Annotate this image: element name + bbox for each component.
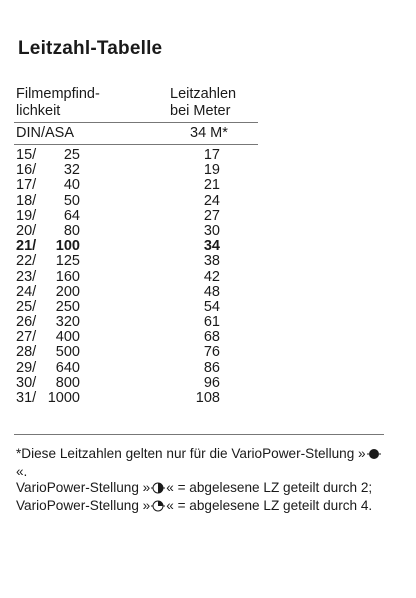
footnotes	[16, 446, 388, 516]
din-value: 20/	[16, 222, 37, 239]
quarter-power-icon	[151, 500, 165, 516]
din-value: 26/	[16, 314, 37, 331]
din-value: 23/	[16, 268, 37, 285]
table-row	[16, 300, 266, 315]
note-full-power	[16, 446, 388, 480]
table-row	[16, 345, 266, 360]
table-row	[16, 315, 266, 330]
guide-number-value: 76	[203, 344, 220, 361]
header-guide-numbers-line1: Leitzahlen	[170, 86, 237, 102]
guide-number-value: 27	[203, 207, 220, 224]
din-value: 28/	[16, 344, 37, 361]
asa-value: 250	[55, 298, 80, 315]
asa-value: 160	[55, 268, 80, 285]
guide-number-value: 68	[203, 329, 220, 346]
half-power-icon	[151, 482, 165, 498]
table-row	[16, 148, 266, 163]
table-row	[16, 285, 266, 300]
din-value: 31/	[16, 390, 37, 406]
asa-value: 40	[63, 177, 80, 194]
table-row	[16, 224, 266, 239]
table-row	[16, 361, 266, 376]
guide-number-value: 108	[195, 390, 220, 406]
table-row	[16, 209, 266, 224]
guide-number-value: 17	[203, 147, 220, 163]
note-full-power-text-post: «.	[16, 464, 28, 479]
header-divider	[14, 122, 258, 123]
guide-number-value: 42	[203, 268, 220, 285]
table-row	[16, 178, 266, 193]
asa-value: 200	[55, 283, 80, 300]
din-value: 18/	[16, 192, 37, 209]
subheader-divider	[14, 144, 258, 145]
header-film-speed-line2: lichkeit	[16, 103, 61, 119]
guide-number-value: 61	[203, 314, 220, 331]
asa-value: 320	[55, 314, 80, 331]
note-half-power-text-pre: VarioPower-Stellung »	[16, 480, 151, 495]
din-value: 17/	[16, 177, 37, 194]
din-value: 22/	[16, 253, 37, 270]
asa-value: 64	[63, 207, 80, 224]
asa-value: 500	[55, 344, 80, 361]
din-value: 27/	[16, 329, 37, 346]
asa-value: 1000	[47, 390, 80, 406]
guide-number-value: 96	[203, 374, 220, 391]
note-half-power	[16, 480, 388, 498]
asa-value: 400	[55, 329, 80, 346]
table-row	[16, 376, 266, 391]
asa-value: 640	[55, 359, 80, 376]
header-guide-numbers	[170, 86, 280, 120]
asa-value: 100	[55, 238, 80, 255]
din-value: 24/	[16, 283, 37, 300]
asa-value: 50	[63, 192, 80, 209]
din-value: 16/	[16, 162, 37, 179]
table-row	[16, 239, 266, 254]
guide-number-value: 86	[203, 359, 220, 376]
table-row	[16, 194, 266, 209]
subheader-34m: 34 M*	[190, 125, 228, 141]
table-row	[16, 270, 266, 285]
din-value: 21/	[16, 238, 37, 255]
note-half-power-text-post: « = abgelesene LZ geteilt durch 2;	[166, 480, 373, 495]
header-film-speed-line1: Filmempfind-	[16, 86, 100, 102]
note-full-power-text-pre: *Diese Leitzahlen gelten nur für die VarioPower-Stellung »	[16, 446, 366, 461]
table-bottom-divider	[14, 434, 384, 435]
header-film-speed	[16, 86, 146, 120]
din-value: 25/	[16, 298, 37, 315]
header-guide-numbers-line2: bei Meter	[170, 103, 231, 119]
table-row	[16, 163, 266, 178]
guide-number-value: 34	[203, 238, 220, 255]
din-value: 15/	[16, 147, 37, 163]
full-power-icon	[367, 448, 381, 464]
note-quarter-power-text-post: « = abgelesene LZ geteilt durch 4.	[166, 498, 373, 513]
guide-number-table	[16, 148, 266, 406]
page-title: Leitzahl-Tabelle	[18, 38, 163, 59]
table-row	[16, 391, 266, 406]
asa-value: 25	[63, 147, 80, 163]
note-quarter-power	[16, 498, 388, 516]
asa-value: 800	[55, 374, 80, 391]
guide-number-value: 30	[203, 222, 220, 239]
din-value: 30/	[16, 374, 37, 391]
asa-value: 80	[63, 222, 80, 239]
asa-value: 32	[63, 162, 80, 179]
table-row	[16, 330, 266, 345]
din-value: 29/	[16, 359, 37, 376]
table-row	[16, 254, 266, 269]
asa-value: 125	[55, 253, 80, 270]
subheader-din-asa: DIN/ASA	[16, 125, 75, 141]
guide-number-value: 19	[203, 162, 220, 179]
guide-number-value: 24	[203, 192, 220, 209]
guide-number-value: 21	[203, 177, 220, 194]
din-value: 19/	[16, 207, 37, 224]
guide-number-value: 48	[203, 283, 220, 300]
guide-number-value: 38	[203, 253, 220, 270]
note-quarter-power-text-pre: VarioPower-Stellung »	[16, 498, 151, 513]
guide-number-value: 54	[203, 298, 220, 315]
